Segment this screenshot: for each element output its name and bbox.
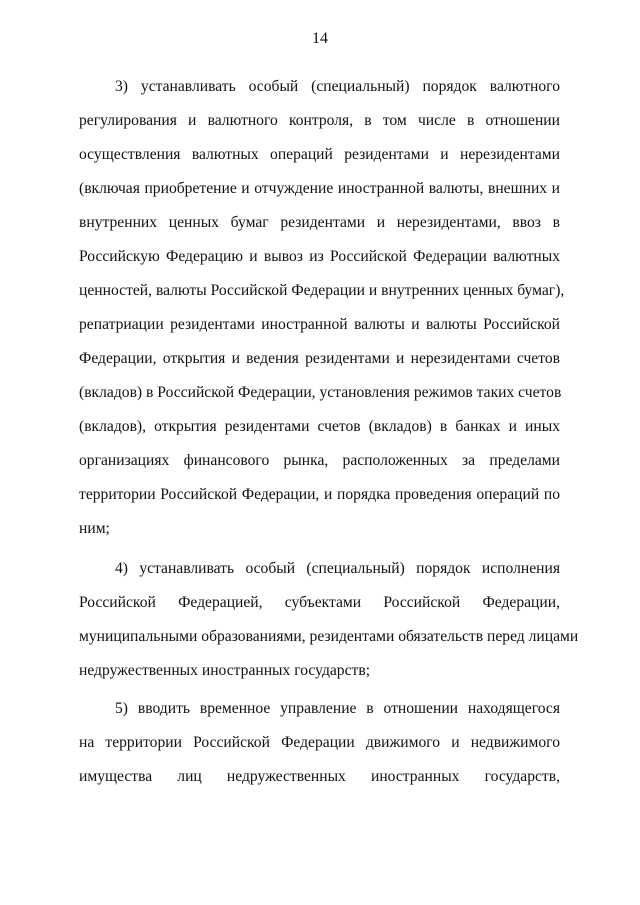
text-line: 5) вводить временное управление в отношении находящегося [115,700,560,717]
text-line: ним; [79,520,110,537]
paragraph-item-5 [79,692,560,794]
page-number: 14 [312,30,328,47]
paragraph-item-3 [79,70,565,546]
document-body [79,70,579,794]
text-line: организациях финансового рынка, расположенных за пределами [79,452,560,469]
text-line: имущества лиц недружественных иностранных государств, [79,768,560,785]
text-line: ценностей, валюты Российской Федерации и внутренних ценных бумаг), [79,282,565,299]
text-line: Федерации, открытия и ведения резидентами и нерезидентами счетов [79,350,560,367]
text-line: регулирования и валютного контроля, в том числе в отношении [79,112,560,129]
text-line: репатриации резидентами иностранной валюты и валюты Российской [79,316,560,333]
paragraph-item-4 [79,552,579,688]
text-line: недружественных иностранных государств; [79,662,371,679]
text-line: территории Российской Федерации, и порядка проведения операций по [79,486,560,503]
text-line: осуществления валютных операций резидентами и нерезидентами [79,146,560,163]
text-line: Российской Федерацией, субъектами Российской Федерации, [79,594,560,611]
text-line: муниципальными образованиями, резидентами обязательств перед лицами [79,628,579,645]
text-line: внутренних ценных бумаг резидентами и нерезидентами, ввоз в [79,214,560,231]
text-line: 4) устанавливать особый (специальный) порядок исполнения [115,560,560,577]
text-line: Российскую Федерацию и вывоз из Российской Федерации валютных [79,248,560,265]
text-line: 3) устанавливать особый (специальный) порядок валютного [115,78,560,95]
text-line: (включая приобретение и отчуждение иностранной валюты, внешних и [79,180,560,197]
text-line: (вкладов), открытия резидентами счетов (вкладов) в банках и иных [79,418,560,435]
text-line: (вкладов) в Российской Федерации, установления режимов таких счетов [79,384,562,401]
text-line: на территории Российской Федерации движимого и недвижимого [79,734,560,751]
